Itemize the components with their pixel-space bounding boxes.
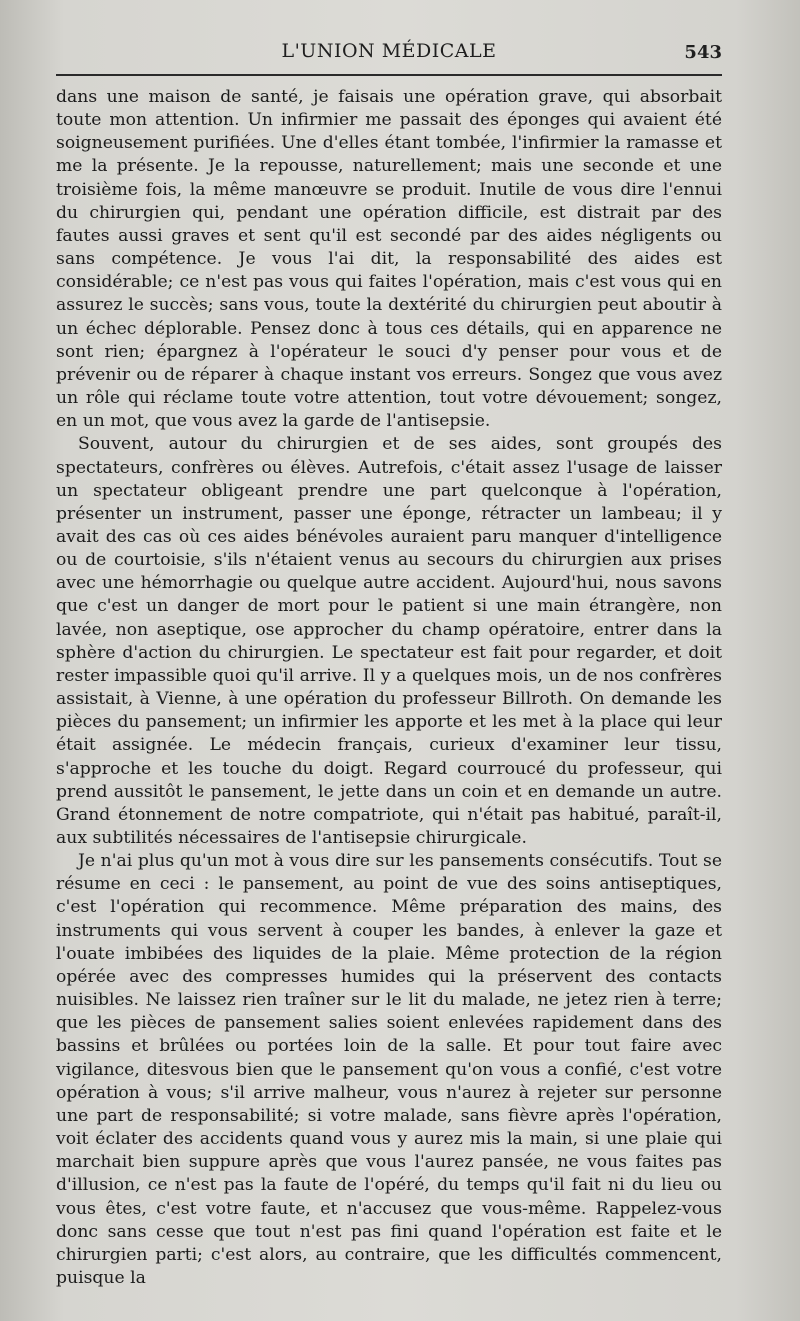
page-number: 543 bbox=[684, 42, 722, 63]
header-rule bbox=[56, 74, 722, 76]
paragraph-1: dans une maison de santé, je faisais une opération grave, qui absorbait toute mon attention. Un infirmier me passait des éponges qui avaient été soigneusement purifiées. Une d'elles étant tombée, l'infirmier la ramasse et me la présente. Je la repousse, naturellement; mais une seconde et une troisième fois, la même manœuvre se produit. Inutile de vous dire l'ennui du chirurgien qui, pendant une opération difficile, est distrait par des fautes aussi graves et sent qu'il est secondé par des aides négligents ou sans compétence. Je vous l'ai dit, la responsabilité des aides est considérable; ce n'est pas vous qui faites l'opération, mais c'est vous qui en assurez le succès; sans vous, toute la dextérité du chirurgien peut aboutir à un échec déplorable. Pensez donc à tous ces détails, qui en apparence ne sont rien; épargnez à l'opérateur le souci d'y penser pour vous et de prévenir ou de réparer à chaque instant vos erreurs. Songez que vous avez un rôle qui réclame toute votre attention, tout votre dévouement; songez, en un mot, que vous avez la garde de l'antisepsie. bbox=[56, 87, 722, 432]
running-title: L'UNION MÉDICALE bbox=[281, 40, 497, 62]
running-head bbox=[56, 40, 722, 70]
body-text bbox=[56, 86, 722, 1290]
paragraph-3: Je n'ai plus qu'un mot à vous dire sur les pansements consécutifs. Tout se résume en ceci : le pansement, au point de vue des soins antiseptiques, c'est l'opération qui recommence. Même préparation des mains, des instruments qui vous servent à couper les bandes, à enlever la gaze et l'ouate imbibées des liquides de la plaie. Même protection de la région opérée avec des compresses humides qui la préservent des contacts nuisibles. Ne laissez rien traîner sur le lit du malade, ne jetez rien à terre; que les pièces de pansement salies soient enlevées rapidement dans des bassins et brûlées ou portées loin de la salle. Et pour tout faire avec vigilance, ditesvous bien que le pansement qu'on vous a confié, c'est votre opération à vous; s'il arrive malheur, vous n'aurez à rejeter sur personne une part de responsabilité; si votre malade, sans fièvre après l'opération, voit éclater des accidents quand vous y aurez mis la main, si une plaie qui marchait bien suppure après que vous l'aurez pansée, ne vous faites pas d'illusion, ce n'est pas la faute de l'opéré, du temps qu'il fait ni du lieu ou vous êtes, c'est votre faute, et n'accusez que vous-même. Rappelez-vous donc sans cesse que tout n'est pas fini quand l'opération est faite et le chirurgien parti; c'est alors, au contraire, que les difficultés commencent, puisque la bbox=[56, 851, 722, 1288]
paragraph-2: Souvent, autour du chirurgien et de ses aides, sont groupés des spectateurs, confrères ou élèves. Autrefois, c'était assez l'usage de laisser un spectateur obligeant prendre une part quelconque à l'opération, présenter un instrument, passer une éponge, rétracter un lambeau; il y avait des cas où ces aides bénévoles auraient paru manquer d'intelligence ou de courtoisie, s'ils n'étaient venus au secours du chirurgien aux prises avec une hémorrhagie ou quelque autre accident. Aujourd'hui, nous savons que c'est un danger de mort pour le patient si une main étrangère, non lavée, non aseptique, ose approcher du champ opératoire, entrer dans la sphère d'action du chirurgien. Le spectateur est fait pour regarder, et doit rester impassible quoi qu'il arrive. Il y a quelques mois, un de nos confrères assistait, à Vienne, à une opération du professeur Billroth. On demande les pièces du pansement; un infirmier les apporte et les met à la place qui leur était assignée. Le médecin français, curieux d'examiner leur tissu, s'approche et les touche du doigt. Regard courroucé du professeur, qui prend aussitôt le pansement, le jette dans un coin et en demande un autre. Grand étonnement de notre compatriote, qui n'était pas habitué, paraît-il, aux subtilités nécessaires de l'antisepsie chirurgicale. bbox=[56, 434, 722, 848]
